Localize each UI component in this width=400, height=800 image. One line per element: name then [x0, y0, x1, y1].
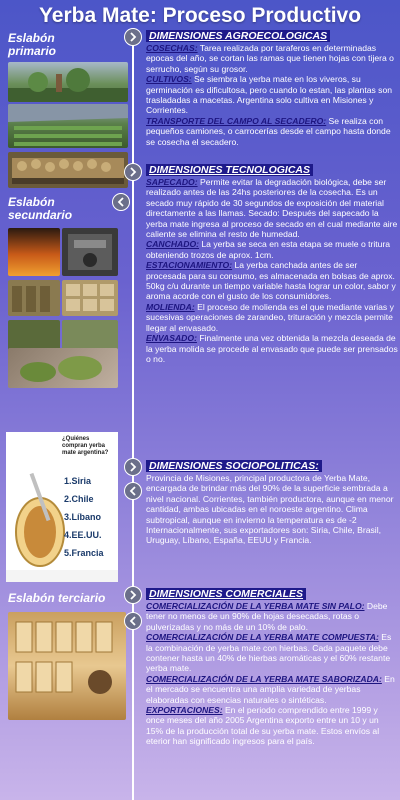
list-item: CANCHADO: La yerba se seca en esta etapa se muele o tritura obteniendo trozos de aprox. 1cm.	[146, 239, 391, 260]
section-title: DIMENSIONES SOCIOPOLITICAS:	[146, 460, 322, 472]
list-item: ENVASADO: Finalmente una vez obtenida la mezcla deseada de la yerba molida se procede al envasado que puede ser prensados o no.	[146, 333, 398, 364]
page-title: Yerba Mate: Proceso Productivo	[38, 4, 362, 27]
infographic-row: 3.Líbano	[64, 512, 102, 522]
photo-envasado	[8, 348, 118, 388]
chevron-right-icon	[128, 32, 138, 42]
infographic-row: 1.Siria	[64, 476, 92, 486]
chevron-left-icon	[128, 486, 138, 496]
next-button[interactable]	[124, 586, 142, 604]
label-primario: Eslabón primario	[8, 31, 57, 58]
section-text: Provincia de Misiones, principal productora de Yerba Mate, encargada de brindar más del 90% de la superficie sembrada a nivel nacional. Corrientes, también productora, aunque en menor cantidad, ambas ubicadas en el noroeste argentino. Clima subtropical, aunque en invierno la temperatura es de -2 Internacionalmente, sus exportadores son: Siria, Chile, Brasil, Uruguay, Líbano, España, EEUU y Francia.	[146, 473, 394, 546]
prev-button[interactable]	[124, 482, 142, 500]
chevron-right-icon	[128, 590, 138, 600]
list-item: TRANSPORTE DEL CAMPO AL SECADERO: Se realiza con pequeños camiones, o carrocerías desde el campo hasta donde se cosecha el secadero.	[146, 115, 391, 147]
label-secundario: Eslabón secundario	[8, 195, 73, 222]
prev-button[interactable]	[112, 193, 130, 211]
exporters-infographic	[6, 432, 118, 582]
photo-transporte	[8, 152, 128, 188]
photo-comercial	[8, 612, 126, 720]
next-button[interactable]	[124, 458, 142, 476]
list-item: COMERCIALIZACIÓN DE LA YERBA MATE SIN PALO: Debe tener no menos de un 90% de hojas desecadas, rotas o pulverizadas y no más de un 10% de palo.	[146, 601, 388, 632]
photo-vivero	[8, 104, 128, 148]
chevron-left-icon	[128, 616, 138, 626]
section-agroecologicas	[146, 30, 398, 147]
section-title: DIMENSIONES TECNOLOGICAS	[146, 164, 313, 176]
list-item: ESTACIONAMIENTO: La yerba canchada antes de ser procesada para su consumo, es almacenada en bolsas de aprox. 50kg c/u durante un tiempo variable hasta lograr un color, sabor y aroma acorde con el gusto de los consumidores.	[146, 260, 396, 302]
timeline-line	[132, 36, 134, 800]
label-terciario: Eslabón terciario	[8, 591, 106, 605]
next-button[interactable]	[124, 163, 142, 181]
list-item: MOLIENDA: El proceso de molienda es el que mediante varias y sucesivas operaciones de zarandeo, trituración y mezcla permite llegar al envasado.	[146, 301, 394, 333]
infographic-heading: ¿Quiénes compran yerba mate argentina?	[62, 436, 109, 456]
section-comerciales	[146, 588, 398, 747]
photo-sapecado	[8, 228, 60, 276]
list-item: CULTIVOS: Se siembra la yerba mate en los viveros, su germinación es dificultosa, pero cuando lo estan, las plantas son trasladadas a macetas. Argentina solo cultiva en Misiones y Corrientes.	[146, 74, 393, 116]
list-item: COMERCIALIZACIÓN DE LA YERBA MATE COMPUESTA: Es la combinación de yerba mate con hierbas. Cada paquete debe contener hasta un 40% de hierbas aromáticas y el 60% restante yerba mate.	[146, 632, 392, 674]
list-item: COSECHAS: Tarea realizada por taraferos en determinadas epocas del año, se cortan las ramas que tienen hojas con tijera o serrucho, según su grosor.	[146, 43, 394, 74]
photo-canchado	[8, 280, 60, 316]
section-title: DIMENSIONES AGROECOLOGICAS	[146, 30, 330, 42]
infographic-row: 2.Chile	[64, 494, 94, 504]
photo-bolsas	[62, 280, 118, 316]
list-item: EXPORTACIONES: En el periodo comprendido entre 1999 y once meses del año 2005 Argentina exporto entre un 10 y un 15% de la producción total de su yerba mate. Estos envíos al eterior han significado ingresos para el país.	[146, 705, 380, 747]
infographic-row: 5.Francia	[64, 548, 104, 558]
list-item: COMERCIALIZACIÓN DE LA YERBA MATE SABORIZADA: En el mercado se encuentra una amplia variedad de yerbas elaboradas con esencias naturales o sintéticas.	[146, 673, 395, 705]
chevron-left-icon	[116, 197, 126, 207]
section-sociopoliticas	[146, 460, 398, 546]
list-item: SAPECADO: Permite evitar la degradación biológica, debe ser realizado antes de las 24hs posteriores de la cosecha. Es un secado muy rápido de 30 segundos de exposición del material directamente a las llamas. Secado: Después del sapecado la yerba mate ingresa al proceso de secado en el cual mediante aire caliente se elimina el resto de humedad.	[146, 177, 398, 240]
next-button[interactable]	[124, 28, 142, 46]
chevron-right-icon	[128, 167, 138, 177]
chevron-right-icon	[128, 462, 138, 472]
photo-maquinaria	[62, 228, 118, 276]
section-tecnologicas	[146, 164, 398, 364]
prev-button[interactable]	[124, 612, 142, 630]
photo-cosecha	[8, 62, 128, 102]
section-title: DIMENSIONES COMERCIALES	[146, 588, 306, 600]
infographic-row: 4.EE.UU.	[64, 530, 102, 540]
